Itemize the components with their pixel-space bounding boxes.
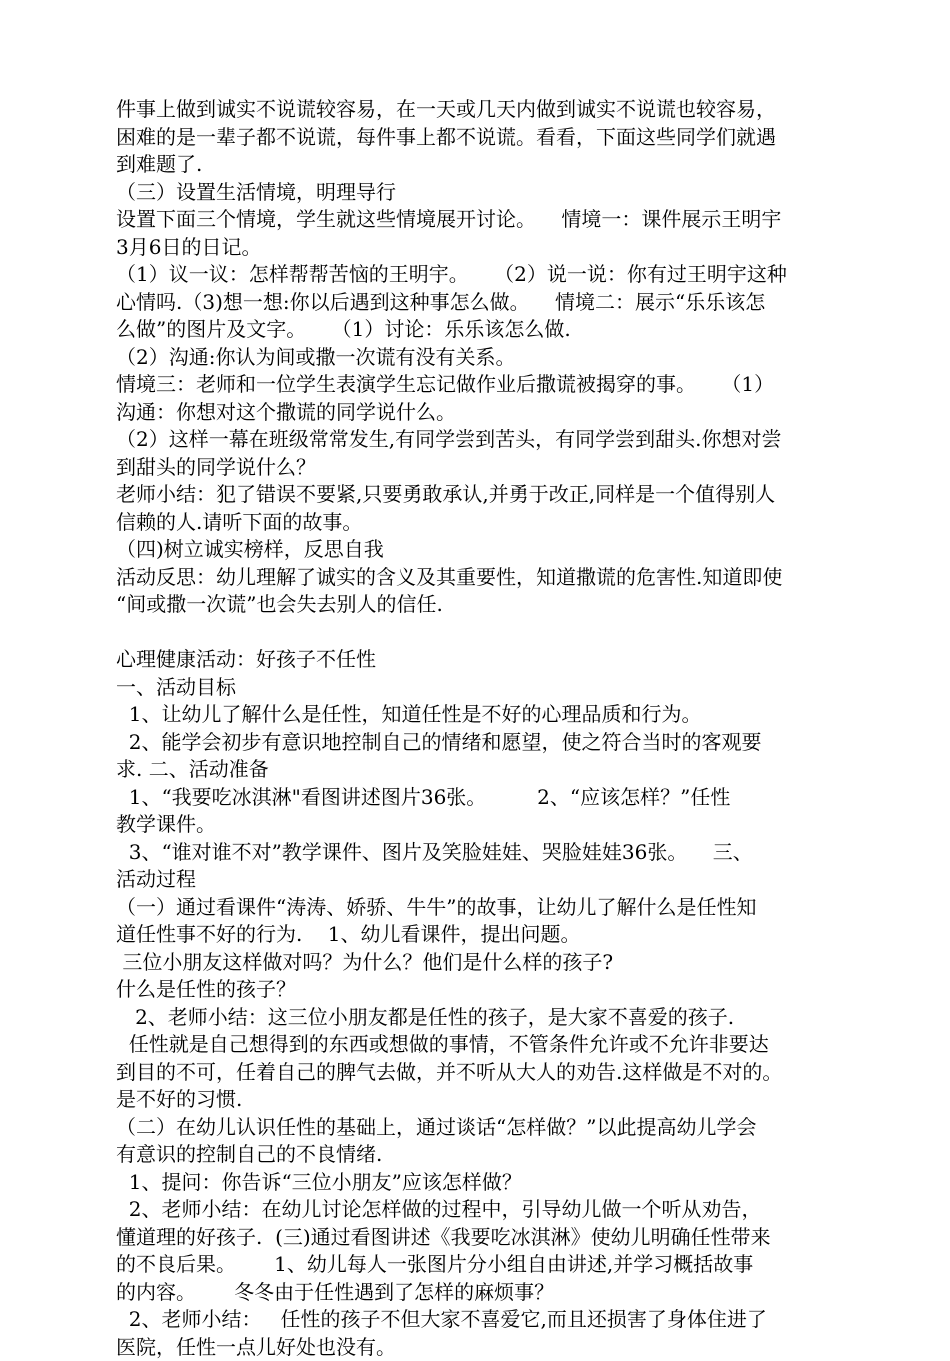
- text-line: 2、能学会初步有意识地控制自己的情绪和愿望，使之符合当时的客观要: [116, 729, 864, 757]
- document-body: [116, 96, 864, 1361]
- text-line: 到难题了.: [116, 151, 864, 179]
- text-line: （一）通过看课件“涛涛、娇骄、牛牛”的故事，让幼儿了解什么是任性知: [116, 894, 864, 922]
- text-line: “间或撒一次谎”也会失去别人的信任.: [116, 591, 864, 619]
- text-line: 困难的是一辈子都不说谎，每件事上都不说谎。看看，下面这些同学们就遇: [116, 124, 864, 152]
- text-line: 什么是任性的孩子？: [116, 976, 864, 1004]
- text-line: 1、提问：你告诉“三位小朋友”应该怎样做？: [116, 1169, 864, 1197]
- text-line: 件事上做到诚实不说谎较容易，在一天或几天内做到诚实不说谎也较容易，: [116, 96, 864, 124]
- text-line: 3月6日的日记。: [116, 234, 864, 262]
- text-line: 信赖的人.请听下面的故事。: [116, 509, 864, 537]
- text-line: 心理健康活动：好孩子不任性: [116, 646, 864, 674]
- text-line: 任性就是自己想得到的东西或想做的事情，不管条件允许或不允许非要达: [116, 1031, 864, 1059]
- text-line: 有意识的控制自己的不良情绪.: [116, 1141, 864, 1169]
- text-line: 到目的不可，任着自己的脾气去做，并不听从大人的劝告.这样做是不对的。: [116, 1059, 864, 1087]
- text-line: 医院，任性一点儿好处也没有。: [116, 1334, 864, 1361]
- text-line: 三位小朋友这样做对吗？为什么？他们是什么样的孩子?: [116, 949, 864, 977]
- text-line: 的不良后果。 1、幼儿每人一张图片分小组自由讲述,并学习概括故事: [116, 1251, 864, 1279]
- text-line: 么做”的图片及文字。 （1）讨论：乐乐该怎么做.: [116, 316, 864, 344]
- text-line: 3、“谁对谁不对”教学课件、图片及笑脸娃娃、哭脸娃娃36张。 三、: [116, 839, 864, 867]
- text-line: 情境三：老师和一位学生表演学生忘记做作业后撒谎被揭穿的事。 （1）: [116, 371, 864, 399]
- text-line: 懂道理的好孩子. (三)通过看图讲述《我要吃冰淇淋》使幼儿明确任性带来: [116, 1224, 864, 1252]
- text-line: （2）这样一幕在班级常常发生,有同学尝到苦头，有同学尝到甜头.你想对尝: [116, 426, 864, 454]
- text-line: 求. 二、活动准备: [116, 756, 864, 784]
- text-line: 道任性事不好的行为. 1、幼儿看课件，提出问题。: [116, 921, 864, 949]
- text-line: 心情吗.（3)想一想:你以后遇到这种事怎么做。 情境二：展示“乐乐该怎: [116, 289, 864, 317]
- text-line: 到甜头的同学说什么？: [116, 454, 864, 482]
- text-line: 活动反思：幼儿理解了诚实的含义及其重要性，知道撒谎的危害性.知道即使: [116, 564, 864, 592]
- text-line: 2、老师小结：这三位小朋友都是任性的孩子，是大家不喜爱的孩子.: [116, 1004, 864, 1032]
- text-line: 教学课件。: [116, 811, 864, 839]
- text-line: 2、老师小结： 任性的孩子不但大家不喜爱它,而且还损害了身体住进了: [116, 1306, 864, 1334]
- text-line: 沟通：你想对这个撒谎的同学说什么。: [116, 399, 864, 427]
- text-line: （1）议一议：怎样帮帮苦恼的王明宇。 （2）说一说：你有过王明宇这种: [116, 261, 864, 289]
- text-line: 是不好的习惯.: [116, 1086, 864, 1114]
- blank-line: [116, 619, 864, 647]
- text-line: 老师小结：犯了错误不要紧,只要勇敢承认,并勇于改正,同样是一个值得别人: [116, 481, 864, 509]
- text-line: 2、老师小结：在幼儿讨论怎样做的过程中，引导幼儿做一个听从劝告，: [116, 1196, 864, 1224]
- text-line: （2）沟通:你认为间或撒一次谎有没有关系。: [116, 344, 864, 372]
- text-line: 活动过程: [116, 866, 864, 894]
- text-line: （四)树立诚实榜样，反思自我: [116, 536, 864, 564]
- text-line: （三）设置生活情境，明理导行: [116, 179, 864, 207]
- text-line: 1、“我要吃冰淇淋"看图讲述图片36张。 2、“应该怎样？”任性: [116, 784, 864, 812]
- text-line: 1、让幼儿了解什么是任性，知道任性是不好的心理品质和行为。: [116, 701, 864, 729]
- text-line: 一、活动目标: [116, 674, 864, 702]
- text-line: 的内容。 冬冬由于任性遇到了怎样的麻烦事？: [116, 1279, 864, 1307]
- text-line: （二）在幼儿认识任性的基础上，通过谈话“怎样做？”以此提高幼儿学会: [116, 1114, 864, 1142]
- text-line: 设置下面三个情境，学生就这些情境展开讨论。 情境一：课件展示王明宇: [116, 206, 864, 234]
